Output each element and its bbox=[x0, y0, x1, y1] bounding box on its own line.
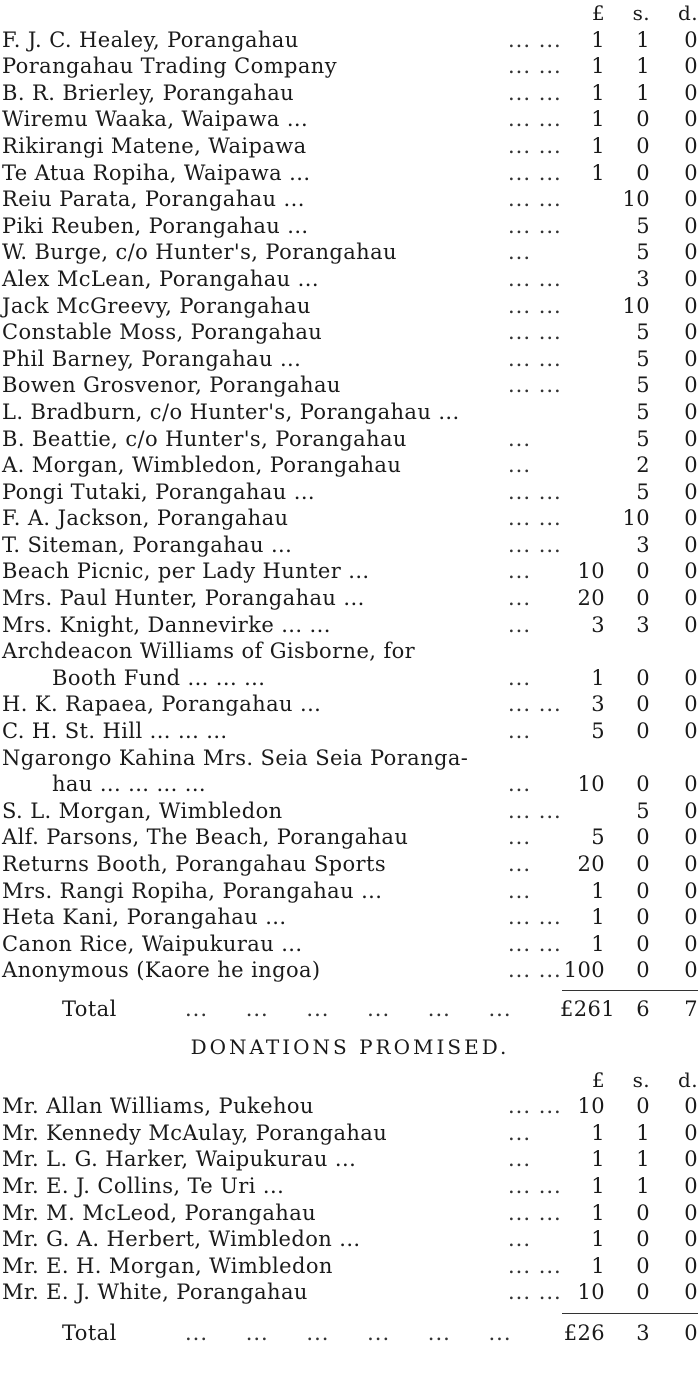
donation-row bbox=[0, 346, 700, 373]
shillings-value: 0 bbox=[636, 772, 650, 797]
donor-name: Mrs. Rangi Ropiha, Porangahau ... bbox=[2, 878, 383, 903]
leader-dots: ... bbox=[508, 1120, 532, 1145]
donor-name: Porangahau Trading Company bbox=[2, 54, 337, 79]
total-pence: 0 bbox=[684, 1320, 698, 1345]
leader-dots: ... ... bbox=[508, 931, 562, 956]
pounds-value: 1 bbox=[591, 1253, 605, 1278]
donor-name: Pongi Tutaki, Porangahau ... bbox=[2, 479, 316, 504]
pence-value: 0 bbox=[684, 133, 698, 158]
shillings-value: 0 bbox=[636, 692, 650, 717]
leader-dots: ... ... bbox=[508, 54, 562, 79]
shillings-value: 0 bbox=[636, 133, 650, 158]
leader-dots: ... bbox=[508, 612, 532, 637]
pence-value: 0 bbox=[684, 532, 698, 557]
donor-name: Constable Moss, Porangahau bbox=[2, 320, 323, 345]
donor-name: Mr. Allan Williams, Pukehou bbox=[2, 1094, 314, 1119]
total-pence: 7 bbox=[684, 996, 698, 1021]
donation-row bbox=[0, 106, 700, 133]
pence-value: 0 bbox=[684, 1120, 698, 1145]
pence-value: 0 bbox=[684, 373, 698, 398]
donor-name: Rikirangi Matene, Waipawa bbox=[2, 133, 307, 158]
section-title: DONATIONS PROMISED. bbox=[190, 1034, 510, 1059]
donation-row bbox=[0, 798, 700, 825]
donor-name: Jack McGreevy, Porangahau bbox=[2, 293, 311, 318]
donation-row bbox=[0, 239, 700, 266]
pounds-value: 10 bbox=[577, 1280, 605, 1305]
donation-row bbox=[0, 53, 700, 80]
total-label: Total bbox=[62, 996, 117, 1021]
donor-name: Te Atua Ropiha, Waipawa ... bbox=[2, 160, 311, 185]
donor-name: Piki Reuben, Porangahau ... bbox=[2, 213, 309, 238]
donation-row bbox=[0, 266, 700, 293]
donor-name: Beach Picnic, per Lady Hunter ... bbox=[2, 559, 370, 584]
total-shillings: 3 bbox=[636, 1320, 650, 1345]
pounds-value: 10 bbox=[577, 772, 605, 797]
shillings-value: 0 bbox=[636, 559, 650, 584]
donation-row bbox=[0, 638, 700, 665]
shillings-header: s. bbox=[632, 1, 650, 25]
promise-row bbox=[0, 1093, 700, 1120]
donor-name: Heta Kani, Porangahau ... bbox=[2, 905, 287, 930]
donor-name: Alf. Parsons, The Beach, Porangahau bbox=[2, 825, 409, 850]
donation-row bbox=[0, 904, 700, 931]
leader-dots: ... ... bbox=[508, 80, 562, 105]
shillings-value: 0 bbox=[636, 1094, 650, 1119]
shillings-value: 1 bbox=[636, 54, 650, 79]
donation-row bbox=[0, 824, 700, 851]
total-shillings: 6 bbox=[636, 996, 650, 1021]
leader-dots: ... ... bbox=[508, 160, 562, 185]
leader-dots: ... ... bbox=[508, 479, 562, 504]
shillings-value: 0 bbox=[636, 1280, 650, 1305]
total-dots: ... ... ... ... ... ... bbox=[185, 1320, 512, 1345]
shillings-value: 0 bbox=[636, 1227, 650, 1252]
donation-row bbox=[0, 612, 700, 639]
pence-value: 0 bbox=[684, 958, 698, 983]
pence-value: 0 bbox=[684, 320, 698, 345]
pounds-header: £ bbox=[591, 1, 605, 25]
pence-header: d. bbox=[678, 1, 698, 25]
pounds-value: 10 bbox=[577, 559, 605, 584]
leader-dots: ... ... bbox=[508, 798, 562, 823]
donor-name: F. A. Jackson, Porangahau bbox=[2, 506, 289, 531]
pence-value: 0 bbox=[684, 399, 698, 424]
promise-row bbox=[0, 1226, 700, 1253]
donation-row bbox=[0, 479, 700, 506]
pounds-value: 1 bbox=[591, 54, 605, 79]
shillings-value: 1 bbox=[636, 1120, 650, 1145]
pence-value: 0 bbox=[684, 107, 698, 132]
shillings-value: 10 bbox=[622, 187, 650, 212]
donation-row bbox=[0, 745, 700, 772]
donation-row bbox=[0, 878, 700, 905]
donation-row bbox=[0, 160, 700, 187]
donation-row bbox=[0, 186, 700, 213]
donation-row bbox=[0, 957, 700, 984]
shillings-value: 0 bbox=[636, 586, 650, 611]
pence-value: 0 bbox=[684, 559, 698, 584]
leader-dots: ... ... bbox=[508, 346, 562, 371]
shillings-value: 3 bbox=[636, 612, 650, 637]
leader-dots: ... ... bbox=[508, 320, 562, 345]
shillings-value: 5 bbox=[636, 426, 650, 451]
donation-row bbox=[0, 293, 700, 320]
donor-name: A. Morgan, Wimbledon, Porangahau bbox=[2, 453, 402, 478]
pence-value: 0 bbox=[684, 453, 698, 478]
pence-value: 0 bbox=[684, 905, 698, 930]
leader-dots: ... bbox=[508, 719, 532, 744]
donor-name: Mr. E. J. Collins, Te Uri ... bbox=[2, 1173, 285, 1198]
donor-name: Mr. G. A. Herbert, Wimbledon ... bbox=[2, 1227, 361, 1252]
pence-value: 0 bbox=[684, 266, 698, 291]
donations-received-list bbox=[0, 27, 700, 984]
leader-dots: ... ... bbox=[508, 532, 562, 557]
donor-name: hau ... ... ... ... bbox=[52, 772, 206, 797]
shillings-value: 5 bbox=[636, 320, 650, 345]
donor-name: B. R. Brierley, Porangahau bbox=[2, 80, 295, 105]
pence-value: 0 bbox=[684, 1253, 698, 1278]
pence-header: d. bbox=[678, 1067, 698, 1092]
donation-row bbox=[0, 319, 700, 346]
pence-value: 0 bbox=[684, 160, 698, 185]
leader-dots: ... bbox=[508, 665, 532, 690]
donor-name: Phil Barney, Porangahau ... bbox=[2, 346, 302, 371]
promise-row bbox=[0, 1279, 700, 1306]
shillings-value: 1 bbox=[636, 1147, 650, 1172]
shillings-value: 0 bbox=[636, 825, 650, 850]
donation-row bbox=[0, 80, 700, 107]
pence-value: 0 bbox=[684, 852, 698, 876]
donation-row bbox=[0, 718, 700, 745]
pence-value: 0 bbox=[684, 719, 698, 744]
shillings-value: 3 bbox=[636, 266, 650, 291]
shillings-value: 0 bbox=[636, 665, 650, 690]
donor-name: Wiremu Waaka, Waipawa ... bbox=[2, 107, 309, 132]
shillings-value: 0 bbox=[636, 878, 650, 903]
leader-dots: ... ... bbox=[508, 1280, 562, 1305]
pounds-value: 3 bbox=[591, 692, 605, 717]
pence-value: 0 bbox=[684, 213, 698, 238]
pounds-value: 1 bbox=[591, 107, 605, 132]
pence-value: 0 bbox=[684, 692, 698, 717]
leader-dots: ... ... bbox=[508, 373, 562, 398]
leader-dots: ... bbox=[508, 240, 532, 265]
pounds-header: £ bbox=[591, 1067, 605, 1092]
shillings-value: 5 bbox=[636, 373, 650, 398]
pence-value: 0 bbox=[684, 426, 698, 451]
promise-row bbox=[0, 1173, 700, 1200]
shillings-value: 0 bbox=[636, 107, 650, 132]
pence-value: 0 bbox=[684, 1173, 698, 1198]
donor-name: Returns Booth, Porangahau Sports bbox=[2, 852, 386, 876]
donor-name: Canon Rice, Waipukurau ... bbox=[2, 931, 303, 956]
shillings-value: 0 bbox=[636, 852, 650, 876]
pounds-value: 1 bbox=[591, 1200, 605, 1225]
leader-dots: ... bbox=[508, 453, 532, 478]
leader-dots: ... bbox=[508, 1227, 532, 1252]
pence-value: 0 bbox=[684, 1147, 698, 1172]
donor-name: Ngarongo Kahina Mrs. Seia Seia Poranga- bbox=[2, 745, 469, 770]
leader-dots: ... ... bbox=[508, 187, 562, 212]
promise-row bbox=[0, 1146, 700, 1173]
shillings-value: 0 bbox=[636, 719, 650, 744]
column-header bbox=[0, 0, 700, 27]
pence-value: 0 bbox=[684, 27, 698, 52]
donor-name: W. Burge, c/o Hunter's, Porangahau bbox=[2, 240, 397, 265]
pence-value: 0 bbox=[684, 187, 698, 212]
pounds-value: 1 bbox=[591, 1147, 605, 1172]
leader-dots: ... ... bbox=[508, 905, 562, 930]
shillings-value: 5 bbox=[636, 213, 650, 238]
pence-value: 0 bbox=[684, 798, 698, 823]
donor-name: S. L. Morgan, Wimbledon bbox=[2, 798, 283, 823]
leader-dots: ... ... bbox=[508, 1094, 562, 1119]
pence-value: 0 bbox=[684, 479, 698, 504]
donor-name: Mr. L. G. Harker, Waipukurau ... bbox=[2, 1147, 357, 1172]
shillings-value: 1 bbox=[636, 27, 650, 52]
pence-value: 0 bbox=[684, 931, 698, 956]
total-pounds: £26 bbox=[563, 1320, 605, 1345]
shillings-value: 0 bbox=[636, 905, 650, 930]
pounds-value: 1 bbox=[591, 1173, 605, 1198]
leader-dots: ... ... bbox=[508, 1253, 562, 1278]
shillings-value: 0 bbox=[636, 958, 650, 983]
pence-value: 0 bbox=[684, 612, 698, 637]
pounds-value: 1 bbox=[591, 931, 605, 956]
donor-name: Booth Fund ... ... ... bbox=[52, 665, 266, 690]
leader-dots: ... bbox=[508, 852, 532, 876]
pence-value: 0 bbox=[684, 586, 698, 611]
leader-dots: ... bbox=[508, 1147, 532, 1172]
total-rule bbox=[562, 990, 698, 991]
promise-row bbox=[0, 1200, 700, 1227]
leader-dots: ... ... bbox=[508, 692, 562, 717]
shillings-value: 5 bbox=[636, 479, 650, 504]
promise-row bbox=[0, 1253, 700, 1280]
total-label: Total bbox=[62, 1320, 117, 1345]
pounds-value: 1 bbox=[591, 905, 605, 930]
leader-dots: ... ... bbox=[508, 266, 562, 291]
pence-value: 0 bbox=[684, 346, 698, 371]
leader-dots: ... bbox=[508, 825, 532, 850]
pounds-value: 1 bbox=[591, 27, 605, 52]
promised-total-row bbox=[0, 1320, 700, 1347]
shillings-value: 0 bbox=[636, 931, 650, 956]
donor-name: Bowen Grosvenor, Porangahau bbox=[2, 373, 341, 398]
shillings-value: 0 bbox=[636, 160, 650, 185]
donor-name: B. Beattie, c/o Hunter's, Porangahau bbox=[2, 426, 407, 451]
donor-name: Mr. M. McLeod, Porangahau bbox=[2, 1200, 317, 1225]
donor-name: C. H. St. Hill ... ... ... bbox=[2, 719, 228, 744]
leader-dots: ... ... bbox=[508, 293, 562, 318]
shillings-value: 2 bbox=[636, 453, 650, 478]
donation-row bbox=[0, 851, 700, 878]
shillings-value: 0 bbox=[636, 1200, 650, 1225]
shillings-value: 10 bbox=[622, 293, 650, 318]
donor-name: T. Siteman, Porangahau ... bbox=[2, 532, 293, 557]
shillings-value: 5 bbox=[636, 240, 650, 265]
donor-name: F. J. C. Healey, Porangahau bbox=[2, 27, 299, 52]
shillings-value: 5 bbox=[636, 346, 650, 371]
pounds-value: 10 bbox=[577, 1094, 605, 1119]
shillings-value: 5 bbox=[636, 399, 650, 424]
pounds-value: 1 bbox=[591, 160, 605, 185]
donor-name: Mrs. Paul Hunter, Porangahau ... bbox=[2, 586, 365, 611]
leader-dots: ... bbox=[508, 559, 532, 584]
donor-name: Mr. E. H. Morgan, Wimbledon bbox=[2, 1253, 333, 1278]
pounds-value: 20 bbox=[577, 586, 605, 611]
leader-dots: ... ... bbox=[508, 1200, 562, 1225]
leader-dots: ... ... bbox=[508, 27, 562, 52]
donation-row bbox=[0, 27, 700, 54]
shillings-value: 3 bbox=[636, 532, 650, 557]
pounds-value: 1 bbox=[591, 133, 605, 158]
pence-value: 0 bbox=[684, 1200, 698, 1225]
shillings-header: s. bbox=[632, 1067, 650, 1092]
pence-value: 0 bbox=[684, 80, 698, 105]
donation-row bbox=[0, 771, 700, 798]
pence-value: 0 bbox=[684, 54, 698, 79]
donation-row bbox=[0, 372, 700, 399]
donation-row bbox=[0, 585, 700, 612]
donations-promised-list bbox=[0, 1093, 700, 1306]
leader-dots: ... ... bbox=[508, 213, 562, 238]
total-pounds: £261 bbox=[560, 996, 616, 1021]
pence-value: 0 bbox=[684, 825, 698, 850]
pounds-value: 5 bbox=[591, 825, 605, 850]
pence-value: 0 bbox=[684, 293, 698, 318]
pounds-value: 1 bbox=[591, 1120, 605, 1145]
donor-name: H. K. Rapaea, Porangahau ... bbox=[2, 692, 322, 717]
donor-name: Reiu Parata, Porangahau ... bbox=[2, 187, 305, 212]
donation-row bbox=[0, 931, 700, 958]
donor-name: Mrs. Knight, Dannevirke ... ... bbox=[2, 612, 331, 637]
donor-name: Alex McLean, Porangahau ... bbox=[2, 266, 319, 291]
leader-dots: ... bbox=[508, 426, 532, 451]
pence-value: 0 bbox=[684, 1094, 698, 1119]
shillings-value: 5 bbox=[636, 798, 650, 823]
total-rule bbox=[562, 1313, 698, 1314]
total-dots: ... ... ... ... ... ... bbox=[185, 996, 512, 1021]
donation-row bbox=[0, 213, 700, 240]
donor-name: Mr. E. J. White, Porangahau bbox=[2, 1280, 308, 1305]
pence-value: 0 bbox=[684, 506, 698, 531]
column-header-2 bbox=[0, 1067, 700, 1094]
donation-row bbox=[0, 558, 700, 585]
pence-value: 0 bbox=[684, 1280, 698, 1305]
pence-value: 0 bbox=[684, 665, 698, 690]
donation-row bbox=[0, 426, 700, 453]
total-rule-row bbox=[0, 984, 700, 996]
leader-dots: ... ... bbox=[508, 107, 562, 132]
pounds-value: 3 bbox=[591, 612, 605, 637]
shillings-value: 1 bbox=[636, 1173, 650, 1198]
donor-name: L. Bradburn, c/o Hunter's, Porangahau ... bbox=[2, 399, 460, 424]
donation-row bbox=[0, 532, 700, 559]
pounds-value: 20 bbox=[577, 852, 605, 876]
pounds-value: 1 bbox=[591, 80, 605, 105]
leader-dots: ... bbox=[508, 878, 532, 903]
shillings-value: 10 bbox=[622, 506, 650, 531]
donor-name: Archdeacon Williams of Gisborne, for bbox=[2, 639, 416, 664]
pounds-value: 1 bbox=[591, 878, 605, 903]
donor-name: Anonymous (Kaore he ingoa) bbox=[2, 958, 321, 983]
donor-name: Mr. Kennedy McAulay, Porangahau bbox=[2, 1120, 388, 1145]
donation-row bbox=[0, 665, 700, 692]
donation-row bbox=[0, 452, 700, 479]
donation-row bbox=[0, 505, 700, 532]
total-row bbox=[0, 996, 700, 1023]
leader-dots: ... bbox=[508, 772, 532, 797]
pence-value: 0 bbox=[684, 878, 698, 903]
shillings-value: 1 bbox=[636, 80, 650, 105]
donation-row bbox=[0, 133, 700, 160]
leader-dots: ... ... bbox=[508, 133, 562, 158]
leader-dots: ... ... bbox=[508, 958, 562, 983]
pounds-value: 1 bbox=[591, 665, 605, 690]
donation-row bbox=[0, 399, 700, 426]
promise-row bbox=[0, 1120, 700, 1147]
total-rule-row-2 bbox=[0, 1306, 700, 1320]
donation-row bbox=[0, 691, 700, 718]
leader-dots: ... bbox=[508, 586, 532, 611]
leader-dots: ... ... bbox=[508, 1173, 562, 1198]
pence-value: 0 bbox=[684, 1227, 698, 1252]
pence-value: 0 bbox=[684, 772, 698, 797]
pence-value: 0 bbox=[684, 240, 698, 265]
pounds-value: 100 bbox=[563, 958, 605, 983]
pounds-value: 5 bbox=[591, 719, 605, 744]
leader-dots: ... ... bbox=[508, 506, 562, 531]
pounds-value: 1 bbox=[591, 1227, 605, 1252]
shillings-value: 0 bbox=[636, 1253, 650, 1278]
